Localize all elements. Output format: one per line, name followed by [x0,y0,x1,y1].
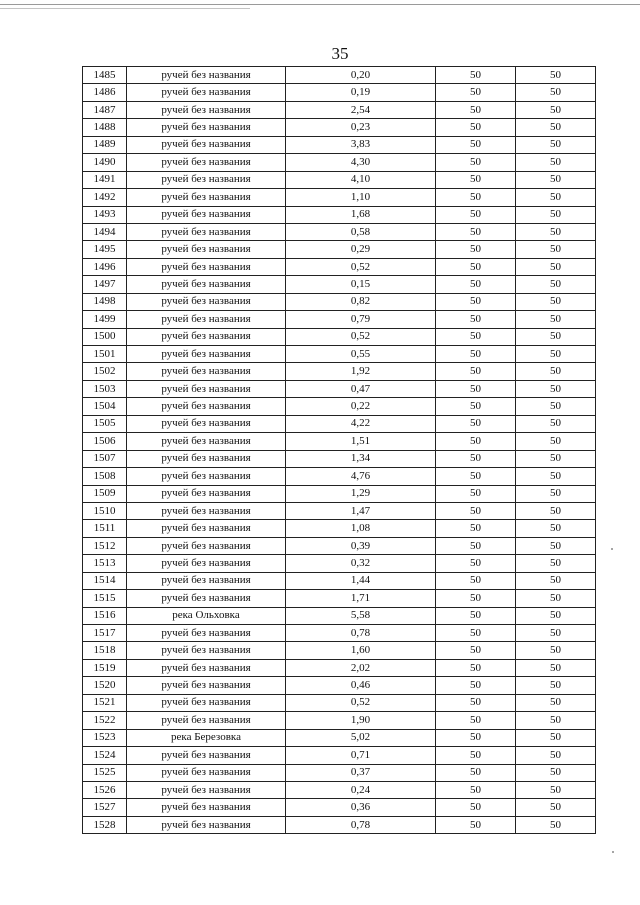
water-protection-zone-cell: 50 [436,84,516,101]
row-number-cell: 1498 [83,293,127,310]
table-row [83,346,596,363]
coastal-strip-cell: 50 [516,241,596,258]
water-body-name-cell: ручей без названия [127,747,286,764]
coastal-strip-cell: 50 [516,799,596,816]
coastal-strip-cell: 50 [516,258,596,275]
water-body-name-cell: ручей без названия [127,223,286,240]
table-row [83,136,596,153]
coastal-strip-cell: 50 [516,119,596,136]
water-protection-zone-cell: 50 [436,747,516,764]
row-number-cell: 1520 [83,677,127,694]
table-row [83,450,596,467]
coastal-strip-cell: 50 [516,485,596,502]
row-number-cell: 1513 [83,555,127,572]
table-row [83,241,596,258]
length-cell: 5,58 [286,607,436,624]
coastal-strip-cell: 50 [516,468,596,485]
water-protection-zone-cell: 50 [436,206,516,223]
water-protection-zone-cell: 50 [436,729,516,746]
row-number-cell: 1518 [83,642,127,659]
row-number-cell: 1492 [83,189,127,206]
row-number-cell: 1524 [83,747,127,764]
length-cell: 1,60 [286,642,436,659]
table-row [83,764,596,781]
row-number-cell: 1506 [83,433,127,450]
water-protection-zone-cell: 50 [436,625,516,642]
length-cell: 0,32 [286,555,436,572]
row-number-cell: 1528 [83,816,127,833]
coastal-strip-cell: 50 [516,380,596,397]
table-row [83,101,596,118]
length-cell: 0,78 [286,625,436,642]
water-protection-zone-cell: 50 [436,677,516,694]
table-row [83,119,596,136]
table-row [83,398,596,415]
table-row [83,520,596,537]
length-cell: 0,46 [286,677,436,694]
length-cell: 2,02 [286,659,436,676]
table-row [83,311,596,328]
water-body-name-cell: ручей без названия [127,154,286,171]
row-number-cell: 1523 [83,729,127,746]
coastal-strip-cell: 50 [516,293,596,310]
water-protection-zone-cell: 50 [436,328,516,345]
table-row [83,642,596,659]
coastal-strip-cell: 50 [516,328,596,345]
scan-speck [612,851,614,853]
coastal-strip-cell: 50 [516,415,596,432]
water-body-name-cell: ручей без названия [127,590,286,607]
table-row [83,67,596,84]
row-number-cell: 1507 [83,450,127,467]
water-body-name-cell: ручей без названия [127,537,286,554]
length-cell: 5,02 [286,729,436,746]
water-protection-zone-cell: 50 [436,572,516,589]
row-number-cell: 1516 [83,607,127,624]
row-number-cell: 1491 [83,171,127,188]
length-cell: 1,90 [286,712,436,729]
water-body-name-cell: ручей без названия [127,485,286,502]
water-protection-zone-cell: 50 [436,171,516,188]
row-number-cell: 1501 [83,346,127,363]
length-cell: 0,24 [286,781,436,798]
water-body-name-cell: ручей без названия [127,189,286,206]
coastal-strip-cell: 50 [516,433,596,450]
water-protection-zone-cell: 50 [436,380,516,397]
table-row [83,502,596,519]
water-protection-zone-cell: 50 [436,258,516,275]
water-protection-zone-cell: 50 [436,363,516,380]
table-row [83,276,596,293]
coastal-strip-cell: 50 [516,642,596,659]
water-protection-zone-cell: 50 [436,537,516,554]
water-body-name-cell: ручей без названия [127,119,286,136]
water-body-name-cell: ручей без названия [127,781,286,798]
coastal-strip-cell: 50 [516,136,596,153]
water-body-name-cell: ручей без названия [127,311,286,328]
length-cell: 0,52 [286,328,436,345]
length-cell: 0,47 [286,380,436,397]
coastal-strip-cell: 50 [516,189,596,206]
water-protection-zone-cell: 50 [436,450,516,467]
scan-top-rule-short [0,8,250,9]
coastal-strip-cell: 50 [516,363,596,380]
length-cell: 4,76 [286,468,436,485]
coastal-strip-cell: 50 [516,171,596,188]
water-body-name-cell: ручей без названия [127,555,286,572]
length-cell: 0,39 [286,537,436,554]
row-number-cell: 1487 [83,101,127,118]
table-row [83,781,596,798]
water-body-name-cell: ручей без названия [127,468,286,485]
coastal-strip-cell: 50 [516,154,596,171]
coastal-strip-cell: 50 [516,781,596,798]
coastal-strip-cell: 50 [516,520,596,537]
length-cell: 0,52 [286,694,436,711]
row-number-cell: 1503 [83,380,127,397]
water-body-name-cell: ручей без названия [127,206,286,223]
water-protection-zone-cell: 50 [436,154,516,171]
table-row [83,468,596,485]
table-row [83,555,596,572]
scan-speck [611,548,613,550]
coastal-strip-cell: 50 [516,607,596,624]
water-protection-zone-cell: 50 [436,415,516,432]
water-protection-zone-cell: 50 [436,433,516,450]
length-cell: 0,82 [286,293,436,310]
water-body-name-cell: ручей без названия [127,625,286,642]
row-number-cell: 1486 [83,84,127,101]
row-number-cell: 1489 [83,136,127,153]
table-row [83,607,596,624]
row-number-cell: 1485 [83,67,127,84]
row-number-cell: 1504 [83,398,127,415]
table-row [83,572,596,589]
table-row [83,485,596,502]
water-body-name-cell: ручей без названия [127,258,286,275]
water-protection-zone-cell: 50 [436,485,516,502]
coastal-strip-cell: 50 [516,555,596,572]
length-cell: 1,68 [286,206,436,223]
row-number-cell: 1497 [83,276,127,293]
coastal-strip-cell: 50 [516,276,596,293]
length-cell: 4,22 [286,415,436,432]
table-row [83,154,596,171]
row-number-cell: 1496 [83,258,127,275]
water-protection-zone-cell: 50 [436,241,516,258]
row-number-cell: 1519 [83,659,127,676]
table-row [83,363,596,380]
page-number: 35 [331,44,349,63]
row-number-cell: 1525 [83,764,127,781]
table-row [83,537,596,554]
water-body-name-cell: ручей без названия [127,67,286,84]
water-protection-zone-cell: 50 [436,764,516,781]
scan-top-rule [0,4,640,5]
water-body-name-cell: ручей без названия [127,415,286,432]
table-row [83,206,596,223]
water-protection-zone-cell: 50 [436,311,516,328]
row-number-cell: 1495 [83,241,127,258]
length-cell: 1,08 [286,520,436,537]
water-body-name-cell: ручей без названия [127,659,286,676]
coastal-strip-cell: 50 [516,712,596,729]
length-cell: 1,51 [286,433,436,450]
row-number-cell: 1499 [83,311,127,328]
row-number-cell: 1526 [83,781,127,798]
water-protection-zone-cell: 50 [436,136,516,153]
table-row [83,590,596,607]
water-body-name-cell: ручей без названия [127,642,286,659]
length-cell: 1,44 [286,572,436,589]
table-row [83,747,596,764]
length-cell: 1,47 [286,502,436,519]
table-row [83,729,596,746]
coastal-strip-cell: 50 [516,223,596,240]
length-cell: 4,30 [286,154,436,171]
row-number-cell: 1511 [83,520,127,537]
water-body-name-cell: ручей без названия [127,328,286,345]
water-body-name-cell: ручей без названия [127,241,286,258]
length-cell: 1,34 [286,450,436,467]
length-cell: 0,22 [286,398,436,415]
table-row [83,223,596,240]
water-body-name-cell: ручей без названия [127,502,286,519]
length-cell: 1,10 [286,189,436,206]
length-cell: 0,71 [286,747,436,764]
length-cell: 0,78 [286,816,436,833]
row-number-cell: 1500 [83,328,127,345]
row-number-cell: 1494 [83,223,127,240]
water-protection-zone-cell: 50 [436,694,516,711]
table-row [83,659,596,676]
length-cell: 1,71 [286,590,436,607]
length-cell: 0,55 [286,346,436,363]
coastal-strip-cell: 50 [516,101,596,118]
coastal-strip-cell: 50 [516,67,596,84]
row-number-cell: 1505 [83,415,127,432]
water-body-name-cell: ручей без названия [127,433,286,450]
water-protection-zone-cell: 50 [436,398,516,415]
coastal-strip-cell: 50 [516,677,596,694]
water-protection-zone-cell: 50 [436,642,516,659]
water-protection-zone-cell: 50 [436,502,516,519]
water-protection-zone-cell: 50 [436,590,516,607]
table-row [83,677,596,694]
water-bodies-table [82,66,596,834]
water-body-name-cell: ручей без названия [127,764,286,781]
water-body-name-cell: ручей без названия [127,276,286,293]
length-cell: 0,36 [286,799,436,816]
water-body-name-cell: ручей без названия [127,520,286,537]
length-cell: 0,29 [286,241,436,258]
coastal-strip-cell: 50 [516,747,596,764]
row-number-cell: 1493 [83,206,127,223]
water-protection-zone-cell: 50 [436,293,516,310]
coastal-strip-cell: 50 [516,206,596,223]
water-protection-zone-cell: 50 [436,659,516,676]
length-cell: 1,92 [286,363,436,380]
coastal-strip-cell: 50 [516,764,596,781]
coastal-strip-cell: 50 [516,311,596,328]
water-body-name-cell: ручей без названия [127,799,286,816]
water-body-name-cell: ручей без названия [127,712,286,729]
length-cell: 4,10 [286,171,436,188]
row-number-cell: 1527 [83,799,127,816]
length-cell: 1,29 [286,485,436,502]
table-row [83,415,596,432]
water-protection-zone-cell: 50 [436,712,516,729]
table-row [83,171,596,188]
row-number-cell: 1517 [83,625,127,642]
water-protection-zone-cell: 50 [436,555,516,572]
water-body-name-cell: ручей без названия [127,101,286,118]
coastal-strip-cell: 50 [516,84,596,101]
coastal-strip-cell: 50 [516,659,596,676]
table-row [83,293,596,310]
row-number-cell: 1515 [83,590,127,607]
water-protection-zone-cell: 50 [436,67,516,84]
row-number-cell: 1508 [83,468,127,485]
length-cell: 0,58 [286,223,436,240]
table-row [83,189,596,206]
table-body [83,67,596,834]
table-row [83,799,596,816]
water-protection-zone-cell: 50 [436,468,516,485]
table-row [83,380,596,397]
water-body-name-cell: река Ольховка [127,607,286,624]
water-body-name-cell: ручей без названия [127,171,286,188]
water-body-name-cell: ручей без названия [127,816,286,833]
water-body-name-cell: река Березовка [127,729,286,746]
row-number-cell: 1502 [83,363,127,380]
table-row [83,816,596,833]
row-number-cell: 1512 [83,537,127,554]
coastal-strip-cell: 50 [516,572,596,589]
row-number-cell: 1522 [83,712,127,729]
length-cell: 0,15 [286,276,436,293]
coastal-strip-cell: 50 [516,625,596,642]
water-protection-zone-cell: 50 [436,799,516,816]
length-cell: 0,79 [286,311,436,328]
coastal-strip-cell: 50 [516,537,596,554]
water-body-name-cell: ручей без названия [127,380,286,397]
coastal-strip-cell: 50 [516,816,596,833]
water-body-name-cell: ручей без названия [127,572,286,589]
water-protection-zone-cell: 50 [436,816,516,833]
water-body-name-cell: ручей без названия [127,363,286,380]
length-cell: 0,20 [286,67,436,84]
length-cell: 0,23 [286,119,436,136]
table-row [83,712,596,729]
table-row [83,258,596,275]
water-protection-zone-cell: 50 [436,346,516,363]
water-protection-zone-cell: 50 [436,223,516,240]
water-protection-zone-cell: 50 [436,101,516,118]
water-protection-zone-cell: 50 [436,189,516,206]
water-protection-zone-cell: 50 [436,276,516,293]
coastal-strip-cell: 50 [516,729,596,746]
water-body-name-cell: ручей без названия [127,346,286,363]
coastal-strip-cell: 50 [516,450,596,467]
table-row [83,84,596,101]
coastal-strip-cell: 50 [516,502,596,519]
table-row [83,328,596,345]
row-number-cell: 1510 [83,502,127,519]
row-number-cell: 1521 [83,694,127,711]
length-cell: 0,19 [286,84,436,101]
length-cell: 3,83 [286,136,436,153]
coastal-strip-cell: 50 [516,346,596,363]
coastal-strip-cell: 50 [516,590,596,607]
water-protection-zone-cell: 50 [436,520,516,537]
table-row [83,625,596,642]
row-number-cell: 1509 [83,485,127,502]
row-number-cell: 1514 [83,572,127,589]
length-cell: 0,37 [286,764,436,781]
coastal-strip-cell: 50 [516,694,596,711]
water-body-name-cell: ручей без названия [127,677,286,694]
length-cell: 0,52 [286,258,436,275]
water-protection-zone-cell: 50 [436,119,516,136]
water-body-name-cell: ручей без названия [127,398,286,415]
row-number-cell: 1488 [83,119,127,136]
length-cell: 2,54 [286,101,436,118]
table-row [83,433,596,450]
water-body-name-cell: ручей без названия [127,136,286,153]
water-protection-zone-cell: 50 [436,781,516,798]
water-protection-zone-cell: 50 [436,607,516,624]
table-row [83,694,596,711]
row-number-cell: 1490 [83,154,127,171]
coastal-strip-cell: 50 [516,398,596,415]
water-body-name-cell: ручей без названия [127,694,286,711]
water-body-name-cell: ручей без названия [127,450,286,467]
water-body-name-cell: ручей без названия [127,293,286,310]
water-body-name-cell: ручей без названия [127,84,286,101]
